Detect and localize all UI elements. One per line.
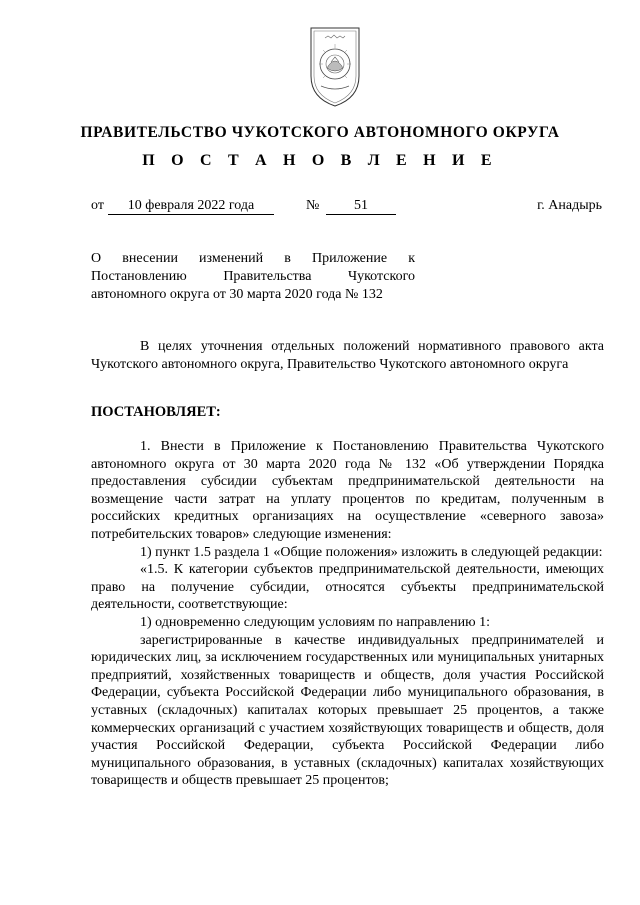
paragraph: 1) пункт 1.5 раздела 1 «Общие положения» изложить в следующей редакции: xyxy=(140,544,603,560)
paragraph: «1.5. К категории субъектов предпринимательской деятельности, имеющих право на получение субсидии, относятся субъекты предпринимательской деятельности, соответствующие: xyxy=(91,562,604,613)
document-type-title: П О С Т А Н О В Л Е Н И Е xyxy=(142,152,498,169)
paragraph: 1. Внести в Приложение к Постановлению Правительства Чукотского автономного округа от 30 марта 2020 года № 132 «Об утверждении Порядка предоставления субсидии субъектам предпринимательской деятельности на возмещение части затрат на уплату процентов по кредитам, полученным в российских кредитных организациях на осуществление «северного завоза» потребительских товаров» следующие изменения: xyxy=(91,439,604,542)
paragraph: 1) одновременно следующим условиям по направлению 1: xyxy=(140,614,490,630)
decree-heading: ПОСТАНОВЛЯЕТ: xyxy=(91,404,221,420)
number-label: № xyxy=(306,198,320,213)
preamble-text: В целях уточнения отдельных положений нормативного правового акта Чукотского автономного округа, Правительство Чукотского автономного округа xyxy=(91,339,604,372)
preamble-block xyxy=(91,338,604,373)
subject-line: автономного округа от 30 марта 2020 года № 132 xyxy=(91,287,383,302)
paragraph: зарегистрированные в качестве индивидуальных предпринимателей и юридических лиц, за исключением государственных или муниципальных унитарных предприятий, хозяйственных товариществ и обществ, доля участия Российской Федерации, субъекта Российской Федерации либо муниципального образования, в уставных (складочных) капиталах которых превышает 25 процентов, а также коммерческих организаций с участием хозяйствующих товариществ и обществ, доля участия Российской Федерации, субъекта Российской Федерации либо муниципального образования, в уставных (складочных) капиталах хозяйствующих товариществ и обществ превышает 25 процентов; xyxy=(91,632,604,789)
government-name: ПРАВИТЕЛЬСТВО ЧУКОТСКОГО АВТОНОМНОГО ОКРУГА xyxy=(80,124,560,141)
document-subject xyxy=(91,250,415,304)
city-name: г. Анадырь xyxy=(537,198,602,213)
from-label: от xyxy=(91,198,104,213)
subject-line: О внесении изменений в Приложение к xyxy=(91,251,415,266)
subject-line: Постановлению Правительства Чукотского xyxy=(91,269,415,284)
main-text xyxy=(91,438,604,790)
coat-of-arms-icon xyxy=(305,24,365,108)
document-date: 10 февраля 2022 года xyxy=(108,198,274,215)
document-number: 51 xyxy=(326,198,396,215)
